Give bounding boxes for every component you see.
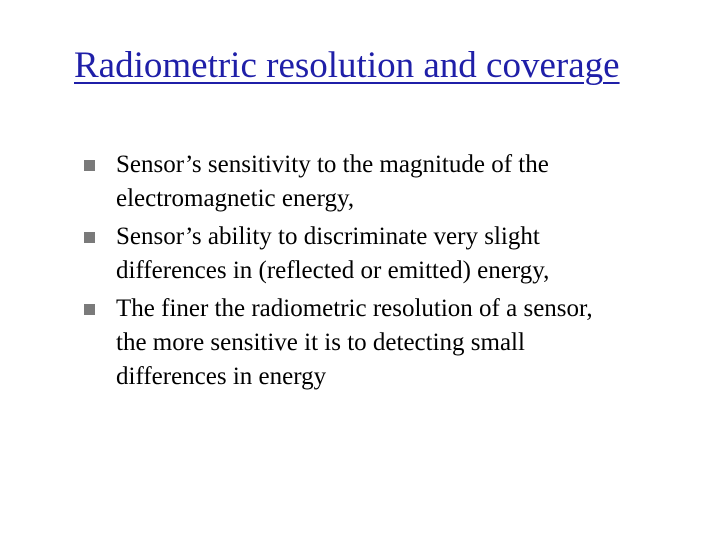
bullet-line: The finer the radiometric resolution of a sensor,	[116, 295, 593, 322]
square-bullet-icon	[84, 304, 95, 315]
slide-title: Radiometric resolution and coverage	[74, 45, 620, 86]
bullet-line: electromagnetic energy,	[116, 185, 355, 212]
bullet-list	[80, 148, 680, 398]
bullet-line: Sensor’s ability to discriminate very slight	[116, 223, 540, 250]
bullet-item	[80, 220, 680, 288]
bullet-line: the more sensitive it is to detecting small	[116, 329, 525, 356]
bullet-item	[80, 148, 680, 216]
bullet-line: Sensor’s sensitivity to the magnitude of the	[116, 151, 549, 178]
bullet-line: differences in energy	[116, 363, 327, 390]
bullet-line: differences in (reflected or emitted) energy,	[116, 257, 550, 284]
square-bullet-icon	[84, 232, 95, 243]
bullet-item	[80, 292, 680, 394]
square-bullet-icon	[84, 160, 95, 171]
